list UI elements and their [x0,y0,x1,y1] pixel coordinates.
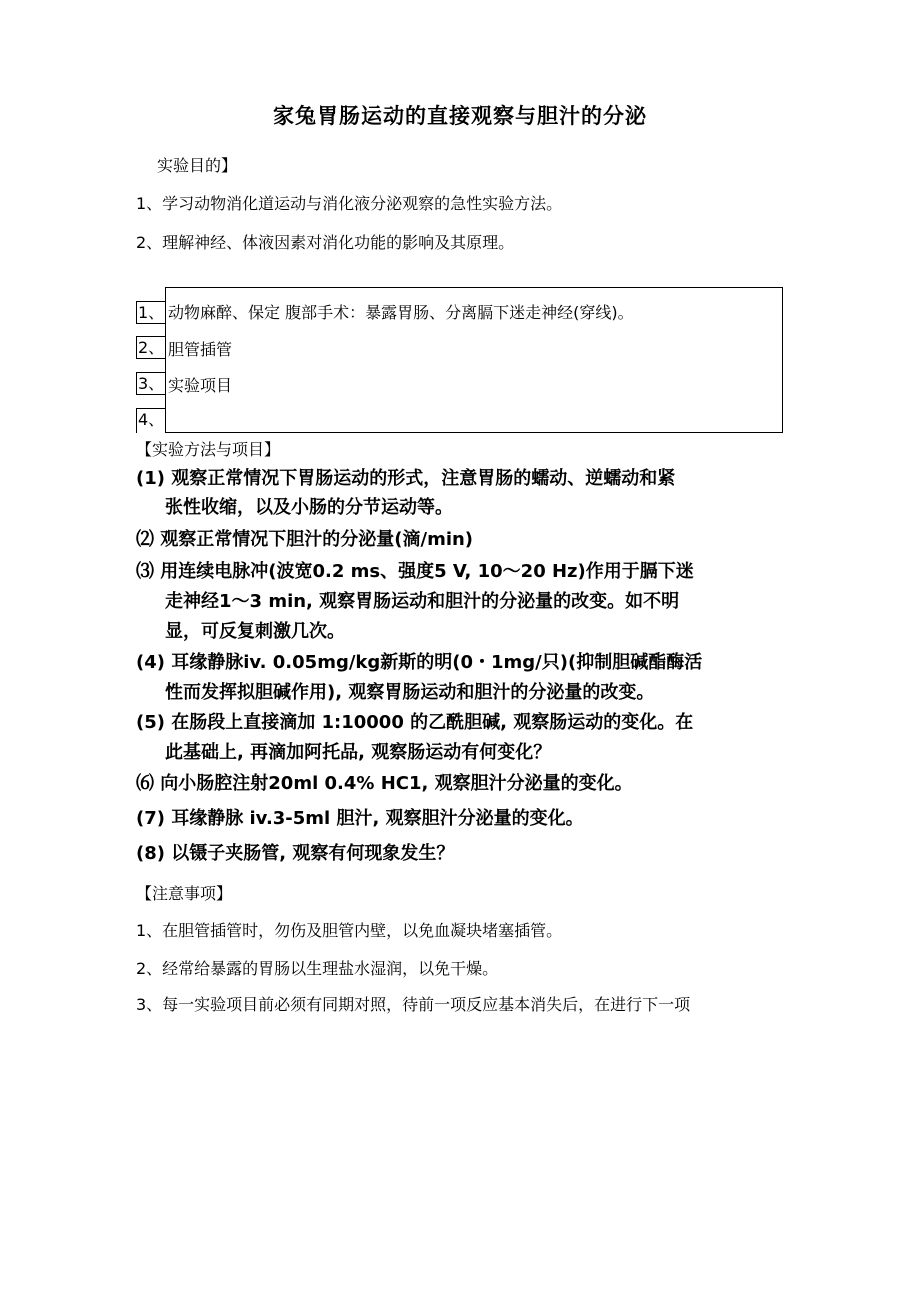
method-item-3-line-2: 走神经1～3 min, 观察胃肠运动和胆汁的分泌量的改变。如不明 [165,591,680,612]
step-number-4: 4、 [136,408,166,433]
step-text-1: 动物麻醉、保定 腹部手术：暴露胃肠、分离膈下迷走神经(穿线)。 [168,303,634,322]
method-item-4-line-2: 性而发挥拟胆碱作用), 观察胃肠运动和胆汁的分泌量的改变。 [165,682,655,703]
method-item-1-line-1: (1) 观察正常情况下胃肠运动的形式，注意胃肠的蠕动、逆蠕动和紧 [136,468,676,489]
method-item-4-line-1: (4) 耳缘静脉iv. 0.05mg/kg新斯的明(0・1mg/只)(抑制胆碱酯酶活 [136,652,703,673]
method-item-6: ⑹ 向小肠腔注射20ml 0.4% HC1, 观察胆汁分泌量的变化。 [136,773,633,794]
method-item-3-line-3: 显，可反复刺激几次。 [165,621,345,642]
step-number-1: 1、 [138,303,165,322]
note-item-3: 3、每一实验项目前必须有同期对照，待前一项反应基本消失后，在进行下一项 [136,995,691,1014]
purpose-item-2: 2、理解神经、体液因素对消化功能的影响及其原理。 [136,233,515,252]
method-item-5-line-2: 此基础上, 再滴加阿托品, 观察肠运动有何变化？ [165,742,552,763]
step-text-3: 实验项目 [168,376,233,395]
notes-heading: 【注意事项】 [136,884,233,903]
method-item-7: (7) 耳缘静脉 iv.3-5ml 胆汁, 观察胆汁分泌量的变化。 [136,808,584,829]
method-item-5-line-1: (5) 在肠段上直接滴加 1:10000 的乙酰胆碱, 观察肠运动的变化。在 [136,712,694,733]
note-item-2: 2、经常给暴露的胃肠以生理盐水湿润，以免干燥。 [136,959,499,978]
method-item-1-line-2: 张性收缩，以及小肠的分节运动等。 [165,497,453,518]
purpose-heading: 实验目的】 [157,156,238,175]
purpose-item-1: 1、学习动物消化道运动与消化液分泌观察的急性实验方法。 [136,194,563,213]
step-number-2: 2、 [138,338,165,357]
note-item-1: 1、在胆管插管时，勿伤及胆管内壁，以免血凝块堵塞插管。 [136,921,563,940]
method-item-2: ⑵ 观察正常情况下胆汁的分泌量(滴/min) [136,529,474,550]
step-number-3: 3、 [138,374,165,393]
page-title: 家兔胃肠运动的直接观察与胆汁的分泌 [273,104,647,128]
step-text-2: 胆管插管 [168,340,233,359]
method-item-3-line-1: ⑶ 用连续电脉冲(波宽0.2 ms、强度5 V, 10～20 Hz)作用于膈下迷 [136,561,694,582]
methods-heading: 【实验方法与项目】 [136,440,281,459]
method-item-8: (8) 以镊子夹肠管, 观察有何现象发生？ [136,843,455,864]
